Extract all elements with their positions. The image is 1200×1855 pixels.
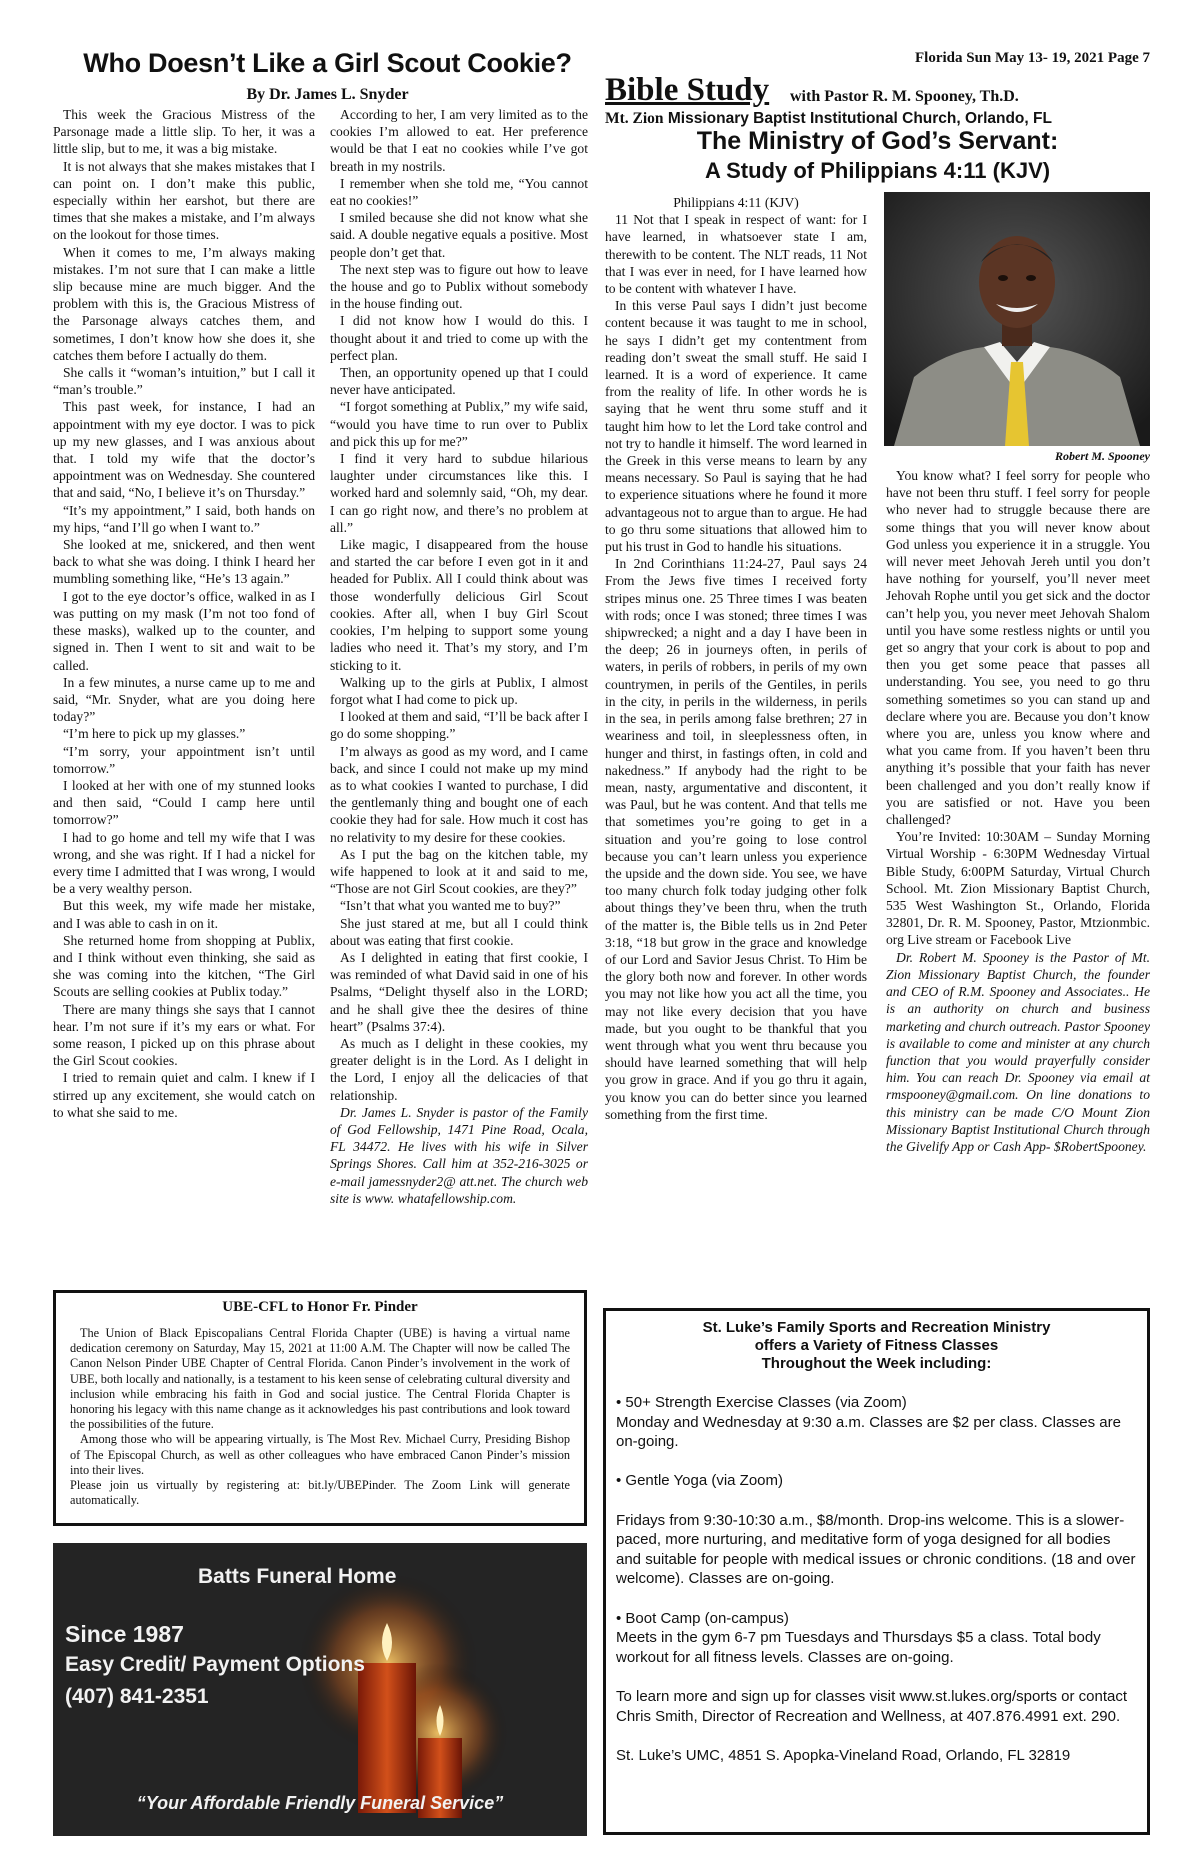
paragraph: This past week, for instance, I had an appointment with my eye doctor. I was to pick up my new glasses, and I was anxious about that. I told my wife that the doctor’s appointment was on Wednesday. She countered that and said, “No, I believe it’s on Thursday.” [53,399,315,501]
ad-phone: (407) 841-2351 [65,1685,209,1708]
paragraph: “I’m here to pick up my glasses.” [63,726,246,742]
paragraph: As I delighted in eating that first cookie, I was reminded of what David said in one of his Psalms, “Delight thyself also in the LORD; and he shall give thee the desires of thine heart” (Psalms 37:4). [330,949,588,1034]
paragraph: “Isn’t that what you wanted me to buy?” [340,898,561,914]
paragraph: As much as I delight in these cookies, my greater delight is in the Lord. As I delight in the Lord, I enjoy all the delicacies of that relationship. [330,1035,588,1103]
paragraph: I’m always as good as my word, and I came back, and since I could not make up my mind as to what cookies I wanted to purchase, I did the gentlemanly thing and bought one of each cookie they had for sale. How much it cost has no relativity to my desire for these cookies. [330,743,588,845]
paragraph: You’re Invited: 10:30AM – Sunday Morning Virtual Worship - 6:30PM Wednesday Virtual Bible Study, 6:00PM Saturday, Virtual Church School. Mt. Zion Missionary Baptist Church, 535 West Washington St., Orlando, Florida 32801, Dr. R. M. Spooney, Pastor, Mtzionmbic. org Live stream or Facebook Live [886,829,1150,948]
paragraph: In this verse Paul says I didn’t just become content because it was taught to me in school, he says I didn’t get my contentment from reading don’t sweat the small stuff. He said I learned. It is a word of experience. It came from the reality of life. In other words he is saying that he went thru some stuff and it taught him how to let the Lord take control and not try to handle it himself. The word learned in the Greek in this verse means to learn by any means necessary. So Paul is saying that he had to experience situations where he found it more advantageous not to argue than to argue. He had to go thru some situations that allowed him to put his trust in God to handle his situations. [605,298,867,555]
paragraph: Then, an opportunity opened up that I could never have anticipated. [330,365,588,398]
stlukes-fitness-box [603,1308,1150,1835]
paragraph: As I put the bag on the kitchen table, my wife happened to look at it and said to me, “Those are not Girl Scout cookies, are they?” [330,846,588,897]
article-column-2 [330,106,588,1207]
ube-announcement-box [53,1290,587,1526]
list-item-body: Monday and Wednesday at 9:30 a.m. Classes are $2 per class. Classes are on-going. [616,1413,1121,1451]
study-title: A Study of Philippians 4:11 (KJV) [704,158,1051,183]
verse-reference: Philippians 4:11 (KJV) [673,195,799,210]
paragraph: In a few minutes, a nurse came up to me and said, “Mr. Snyder, what are you doing here today?” [53,674,315,725]
ad-since: Since 1987 [65,1621,184,1647]
paragraph: Walking up to the girls at Publix, I almost forgot what I had come to pick up. [330,674,588,707]
paragraph: The next step was to figure out how to leave the house and go to Publix without somebody in the house finding out. [330,261,588,312]
box-title: UBE-CFL to Honor Fr. Pinder [222,1299,418,1315]
list-item-heading: • Boot Camp (on-campus) [616,1609,789,1627]
box-body [616,1393,1137,1765]
paragraph: I find it very hard to subdue hilarious laughter under circumstances like this. I worked hard and solemnly said, “Oh, my dear. I can go right now, and there’s no problem at all.” [330,451,588,535]
paragraph: She looked at me, snickered, and then went back to what she was doing. I think I heard her mumbling something like, “He’s 13 again.” [53,537,315,587]
section-author: with Pastor R. M. Spooney, Th.D. [790,88,1019,105]
church-rest: Missionary Baptist Institutional Church, Orlando, FL [667,110,1052,127]
paragraph: Among those who will be appearing virtually, is The Most Rev. Michael Curry, Presiding Bishop of The Episcopal Church, as well as other colleagues who have embraced Canon Pinder’s mission into their lives. [70,1432,570,1477]
list-item-body: Fridays from 9:30-10:30 a.m., $8/month. Drop-ins welcome. This is a slower-paced, more nurturing, and meditative form of yoga designed for all bodies and suitable for people with medical issues or chronic conditions. (18 and over welcome). Classes are on-going. [616,1511,1136,1588]
page-info: Florida Sun May 13- 19, 2021 Page 7 [915,50,1150,66]
paragraph: According to her, I am very limited as to the cookies I’m allowed to eat. Her preference would be that I eat no cookies while I’ve got breath in my nostrils. [330,107,588,174]
article-column-1 [53,106,315,1121]
paragraph: She calls it “woman’s intuition,” but I call it “man’s trouble.” [53,365,315,398]
paragraph: The Union of Black Episcopalians Central Florida Chapter (UBE) is having a virtual name dedication ceremony on Saturday, May 15, 2021 at 11:00 A.M. The Chapter will now be called The Canon Nelson Pinder UBE Chapter of Central Florida. Canon Pinder’s involvement in the work of UBE, both locally and nationally, is a testament to his keen sense of celebrating cultural diversity and inclusion while embracing his faith in God and social justice. The Central Florida Chapter is honoring his legacy with this name change as it acknowledges his past contributions and look toward the possibilities of the future. [70,1326,570,1432]
paragraph: “It’s my appointment,” I said, both hands on my hips, “and I’ll go when I want to.” [53,502,315,535]
box-title-line-1: St. Luke’s Family Sports and Recreation Ministry [702,1319,1051,1336]
paragraph: You know what? I feel sorry for people who have not been thru stuff. I feel sorry for people who never had to struggle because there are some things that you will never know about God unless you experience it in a struggle. You will never meet Jehovah Jereh until you don’t have nothing for yourself, you’ll never meet Jehovah Rophe until you get sick and the doctor can’t help you, you never meet Jehovah Shalom until you have some restless nights or until you get so angry that your cork is about to pop and then you get some peace that passes all understanding. You see, you need to go thru something sometimes so you can stand up and declare where you are. Because you don’t know where you are, unless you know where and what you came from. If you haven’t been thru anything it’s possible that your faith has never been challenged and you don’t really know if you are satisfied or not. Have you been challenged? [886,468,1150,828]
bible-column-1 [605,194,867,1123]
list-item-body: Meets in the gym 6-7 pm Tuesdays and Thursdays $5 a class. Total body workout for all fitness levels. Classes are on-going. [616,1629,1101,1666]
church-name [605,110,1150,128]
section-title: Bible Study [605,72,770,108]
funeral-home-ad [53,1543,587,1836]
paragraph: I looked at them and said, “I’ll be back after I go do some shopping.” [330,709,588,742]
box-title-line-2: offers a Variety of Fitness Classes [754,1337,999,1354]
bible-column-2 [886,467,1150,1155]
paragraph: I remember when she told me, “You cannot eat no cookies!” [330,175,588,209]
box-title-line-3: Throughout the Week including: [761,1355,992,1372]
article-headline: Who Doesn’t Like a Girl Scout Cookie? [83,48,572,78]
article-byline: By Dr. James L. Snyder [246,86,409,103]
photo-caption: Robert M. Spooney [1054,449,1150,463]
paragraph: I looked at her with one of my stunned looks and then said, “Could I camp here until tomorrow?” [53,777,315,828]
paragraph: “I’m sorry, your appointment isn’t until tomorrow.” [53,743,315,776]
paragraph: She returned home from shopping at Publix, and I think without even thinking, she said as she was coming into the kitchen, “The Girl Scouts are selling cookies at Publix today.” [53,932,315,1000]
ad-slogan: “Your Affordable Friendly Funeral Service” [136,1793,504,1813]
author-bio: Dr. James L. Snyder is pastor of the Family of God Fellowship, 1471 Pine Road, Ocala, FL 34472. He lives with his wife in Silver Springs Shores. Call him at 352-216-3025 or e-mail jamessnyder2@ att.net. The church web site is www. whatafellowship.com. [330,1104,588,1206]
paragraph: I tried to remain quiet and calm. I knew if I stirred up any excitement, she would catch on to what she said to me. [53,1070,315,1120]
address: St. Luke’s UMC, 4851 S. Apopka-Vineland Road, Orlando, FL 32819 [616,1746,1071,1764]
church-prefix: Mt. Zion [605,110,664,127]
paragraph: Like magic, I disappeared from the house and started the car before I even got in it and headed for Publix. All I could think about was those wonderfully delicious Girl Scout cookies. After all, when I buy Girl Scout cookies, I’m helping to support some young ladies who need it. That’s my story, and I’m sticking to it. [330,537,588,673]
paragraph: In 2nd Corinthians 11:24-27, Paul says 24 From the Jews five times I received forty stripes minus one. 25 Three times I was beaten with rods; once I was stoned; three times I was shipwrecked; a night and a day I have been in the deep; 26 in journeys often, in perils of waters, in perils of robbers, in perils of my own countrymen, in perils of the Gentiles, in perils in the city, in perils in the wilderness, in perils in the sea, in perils among false brethren; 27 in weariness and toil, in sleeplessness often, in hunger and thirst, in fastings often, in cold and nakedness.” If anybody had the right to be mean, nasty, argumentative and discontent, it was Paul, but he was content. And that tells me that sometimes you’re going to get in a situation and you’re going to lose control because you can’t learn unless you experience the upside and the down side. You see, we have too many church folk today judging other folk about things they’ve been thru, when the truth of the matter is, the Bible tells us in 2nd Peter 3:18, “18 but grow in the grace and knowledge of our Lord and Savior Jesus Christ. To Him be the glory both now and forever. In other words you may not like how you act all the time, you may not like every decision that you have made, but you ought to be thankful that you went through what you went thru because you should have learned something that will help you grow in grace. And if you go thru it again, you know you can do better since you learned something from the first time. [605,556,867,1122]
paragraph: 11 Not that I speak in respect of want: for I have learned, in whatsoever state I am, therewith to be content. The NLT reads, 11 Not that I was ever in need, for I have learned how to be content with whatever I have. [605,212,867,297]
paragraph: It is not always that she makes mistakes that I can point on. I don’t make this public, especially within her earshot, but there are times that she makes a mistake, and I’m always on the lookout for those times. [53,158,315,243]
pastor-bio: Dr. Robert M. Spooney is the Pastor of Mt. Zion Missionary Baptist Church, the founder and CEO of R.M. Spooney and Associates.. He is an authority on church and business marketing and church outreach. Pastor Spooney is available to come and minister at any church function that you would prayerfully consider him. You can reach Dr. Spooney via email at rmspooney@gmail.com. On line donations to this ministry can be made C/O Mount Zion Missionary Baptist Institutional Church through the Givelify App or Cash App- $RobertSpooney. [886,949,1150,1154]
paragraph: Please join us virtually by registering at: bit.ly/UBEPinder. The Zoom Link will generate automatically. [70,1478,570,1508]
paragraph: But this week, my wife made her mistake, and I was able to cash in on it. [53,898,315,931]
paragraph: There are many things she says that I cannot hear. I’m not sure if it’s my ears or what. For some reason, I picked up on this phrase about the Girl Scout cookies. [53,1001,315,1069]
paragraph: I got to the eye doctor’s office, walked in as I was putting on my mask (I’m not too fond of these masks), walked up to the counter, and signed in. Then I went to sit and wait to be called. [53,588,315,673]
portrait-illustration [884,192,1150,446]
paragraph: She just stared at me, but all I could think about was eating that first cookie. [330,915,588,948]
paragraph: I had to go home and tell my wife that I was wrong, and she was right. If I had a nickel for every time I admitted that I was wrong, I would be a very wealthy person. [53,829,315,897]
ministry-title: The Ministry of God’s Servant: [696,127,1059,155]
more-info: To learn more and sign up for classes visit www.st.lukes.org/sports or contact Chris Smith, Director of Recreation and Wellness, at 407.876.4991 ext. 290. [616,1687,1128,1725]
paragraph: I smiled because she did not know what she said. A double negative equals a positive. Most people don’t get that. [330,210,588,260]
pastor-photo [884,192,1150,446]
list-item-heading: • 50+ Strength Exercise Classes (via Zoom) [616,1394,907,1411]
paragraph: When it comes to me, I’m always making mistakes. I’m not sure that I can make a little slip because mine are much bigger. And the problem with this is, the Gracious Mistress of the Parsonage always catches them, and sometimes, I don’t know how she does it, she catches them before I actually do them. [53,244,315,363]
paragraph: “I forgot something at Publix,” my wife said, “would you have time to run over to Publix and pick this up for me?” [330,399,588,449]
paragraph: I did not know how I would do this. I thought about it and tried to come up with the perfect plan. [330,313,588,363]
ad-business-name: Batts Funeral Home [198,1565,397,1588]
box-body [70,1326,570,1508]
ad-credit: Easy Credit/ Payment Options [65,1653,365,1676]
paragraph: This week the Gracious Mistress of the Parsonage made a little slip. To her, it was a little slip, but to me, it was a big mistake. [53,107,315,157]
list-item-heading: • Gentle Yoga (via Zoom) [616,1472,784,1490]
